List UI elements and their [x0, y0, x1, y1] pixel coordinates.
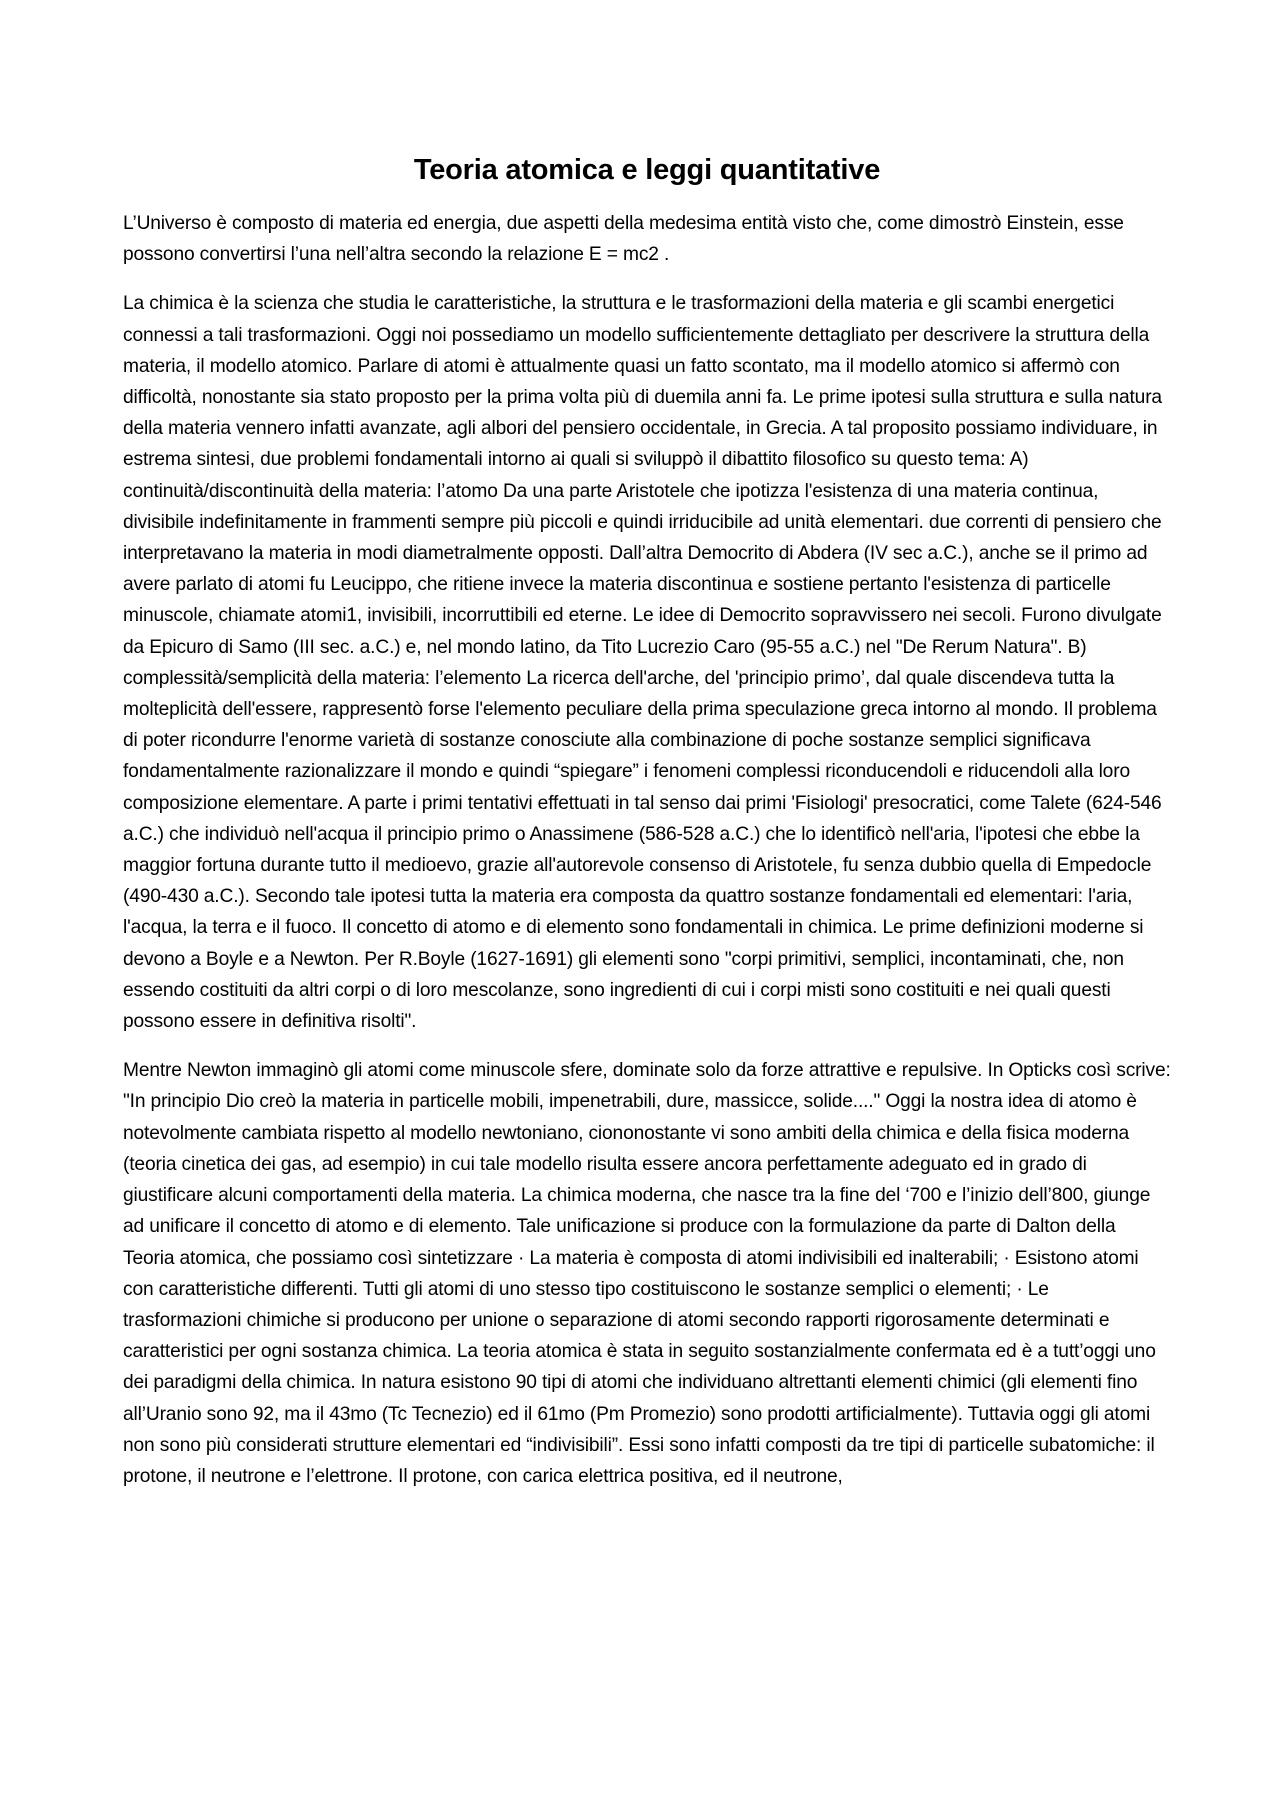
document-body — [123, 150, 1171, 1510]
paragraph-intro: L’Universo è composto di materia ed energia, due aspetti della medesima entità visto che, come dimostrò Einstein, esse possono convertirsi l’una nell’altra secondo la relazione E = mc2 . — [123, 213, 1124, 266]
document-title: Teoria atomica e leggi quantitative — [413, 154, 881, 186]
paragraph-modern: Mentre Newton immaginò gli atomi come minuscole sfere, dominate solo da forze attrattive e repulsive. In Opticks così scrive: "In principio Dio creò la materia in particelle mobili, impenetrabili, dure, massicce, solide...." Oggi la nostra idea di atomo è notevolmente cambiata rispetto al modello newtoniano, ciononostante vi sono ambiti della chimica e della fisica moderna (teoria cinetica dei gas, ad esempio) in cui tale modello risulta essere ancora perfettamente adeguato ed in grado di giustificare alcuni comportamenti della materia. La chimica moderna, che nasce tra la fine del ‘700 e l’inizio dell’800, giunge ad unificare il concetto di atomo e di elemento. Tale unificazione si produce con la formulazione da parte di Dalton della Teoria atomica, che possiamo così sintetizzare · La materia è composta di atomi indivisibili ed inalterabili; · Esistono atomi con caratteristiche differenti. Tutti gli atomi di uno stesso tipo costituiscono le sostanze semplici o elementi; · Le trasformazioni chimiche si producono per unione o separazione di atomi secondo rapporti rigorosamente determinati e caratteristici per ogni sostanza chimica. La teoria atomica è stata in seguito sostanzialmente confermata ed è a tutt’oggi uno dei paradigmi della chimica. In natura esistono 90 tipi di atomi che individuano altrettanti elementi chimici (gli elementi fino all’Uranio sono 92, ma il 43mo (Tc Tecnezio) ed il 61mo (Pm Promezio) sono prodotti artificialmente). Tuttavia oggi gli atomi non sono più considerati strutture elementari ed “indivisibili”. Essi sono infatti composti da tre tipi di particelle subatomiche: il protone, il neutrone e l’elettrone. Il protone, con carica elettrica positiva, ed il neutrone, — [123, 1060, 1171, 1487]
paragraph-history: La chimica è la scienza che studia le caratteristiche, la struttura e le trasformazioni della materia e gli scambi energetici connessi a tali trasformazioni. Oggi noi possediamo un modello sufficientemente dettagliato per descrivere la struttura della materia, il modello atomico. Parlare di atomi è attualmente quasi un fatto scontato, ma il modello atomico si affermò con difficoltà, nonostante sia stato proposto per la prima volta più di duemila anni fa. Le prime ipotesi sulla struttura e sulla natura della materia vennero infatti avanzate, agli albori del pensiero occidentale, in Grecia. A tal proposito possiamo individuare, in estrema sintesi, due problemi fondamentali intorno ai quali si sviluppò il dibattito filosofico su questo tema: A) continuità/discontinuità della materia: l’atomo Da una parte Aristotele che ipotizza l'esistenza di una materia continua, divisibile indefinitamente in frammenti sempre più piccoli e quindi irriducibile ad unità elementari. due correnti di pensiero che interpretavano la materia in modi diametralmente opposti. Dall’altra Democrito di Abdera (IV sec a.C.), anche se il primo ad avere parlato di atomi fu Leucippo, che ritiene invece la materia discontinua e sostiene pertanto l'esistenza di particelle minuscole, chiamate atomi1, invisibili, incorruttibili ed eterne. Le idee di Democrito sopravvissero nei secoli. Furono divulgate da Epicuro di Samo (III sec. a.C.) e, nel mondo latino, da Tito Lucrezio Caro (95-55 a.C.) nel "De Rerum Natura". B) complessità/semplicità della materia: l’elemento La ricerca dell'arche, del 'principio primo’, dal quale discendeva tutta la molteplicità dell'essere, rappresentò forse l'elemento peculiare della prima speculazione greca intorno al mondo. Il problema di poter ricondurre l'enorme varietà di sostanze conosciute alla combinazione di poche sostanze semplici significava fondamentalmente razionalizzare il mondo e quindi “spiegare” i fenomeni complessi riconducendoli e riducendoli alla loro composizione elementare. A parte i primi tentativi effettuati in tal senso dai primi 'Fisiologi' presocratici, come Talete (624-546 a.C.) che individuò nell'acqua il principio primo o Anassimene (586-528 a.C.) che lo identificò nell'aria, l'ipotesi che ebbe la maggior fortuna durante tutto il medioevo, grazie all'autorevole consenso di Aristotele, fu senza dubbio quella di Empedocle (490-430 a.C.). Secondo tale ipotesi tutta la materia era composta da quattro sostanze fondamentali ed elementari: l'aria, l'acqua, la terra e il fuoco. Il concetto di atomo e di elemento sono fondamentali in chimica. Le prime definizioni moderne si devono a Boyle e a Newton. Per R.Boyle (1627-1691) gli elementi sono "corpi primitivi, semplici, incontaminati, che, non essendo costituiti da altri corpi o di loro mescolanze, sono ingredienti di cui i corpi misti sono costituiti e nei quali questi possono essere in definitiva risolti". — [123, 293, 1162, 1033]
